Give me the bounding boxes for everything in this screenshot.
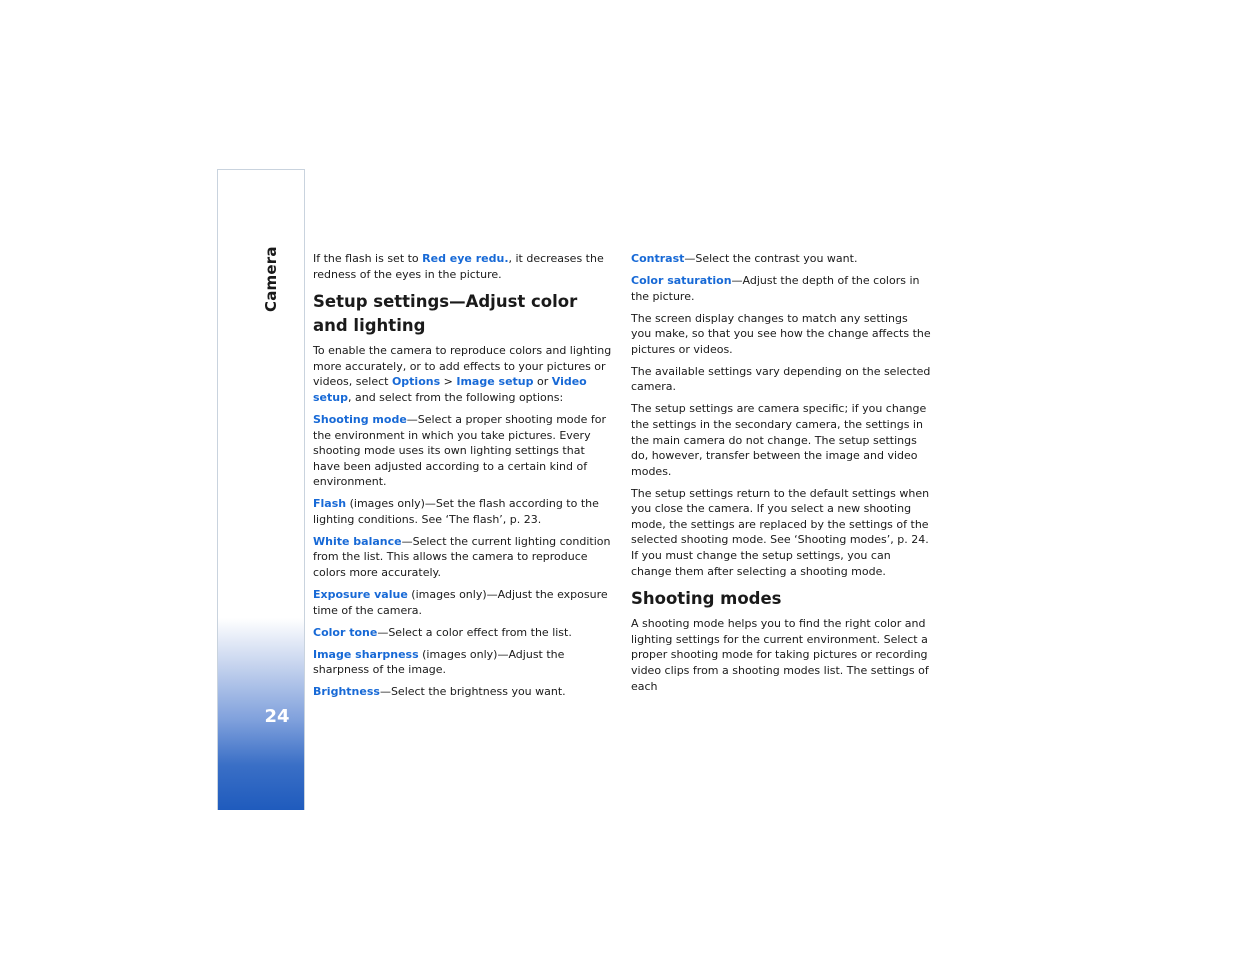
option-term[interactable]: Color tone <box>313 625 378 639</box>
option-color-saturation: Color saturation—Adjust the depth of the colors in the picture. <box>631 273 920 303</box>
body-paragraph: The setup settings are camera specific; if you change the settings in the secondary camera, the settings in the main camera do not change. The setup settings do, however, transfer between the image and video modes. <box>631 402 927 478</box>
chapter-title: Camera <box>262 246 280 312</box>
body-paragraph: A shooting mode helps you to find the right color and lighting settings for the current environment. Select a proper shooting mode for taking pictures or recording video clips from a shooting modes list. The settings of each <box>631 617 929 693</box>
option-contrast: Contrast—Select the contrast you want. <box>631 252 858 265</box>
right-column <box>631 251 931 701</box>
intro-paragraph: To enable the camera to reproduce colors and lighting more accurately, or to add effects to your pictures or videos, select Options > Image setup or Video setup, and select from the following options: <box>313 344 612 404</box>
video-setup-link[interactable]: Video setup <box>313 375 587 404</box>
option-term[interactable]: White balance <box>313 534 402 548</box>
option-flash: Flash (images only)—Set the flash according to the lighting conditions. See ‘The flash’, p. 23. <box>313 497 599 526</box>
option-term[interactable]: Shooting mode <box>313 412 407 426</box>
flash-note: If the flash is set to Red eye redu., it decreases the redness of the eyes in the picture. <box>313 252 604 281</box>
option-term[interactable]: Brightness <box>313 685 380 699</box>
page-number: 24 <box>264 706 290 727</box>
option-exposure-value: Exposure value (images only)—Adjust the exposure time of the camera. <box>313 588 608 617</box>
option-term[interactable]: Flash <box>313 497 347 511</box>
option-white-balance: White balance—Select the current lighting condition from the list. This allows the camera to reproduce colors more accurately. <box>313 534 611 580</box>
option-term[interactable]: Exposure value <box>313 588 408 602</box>
image-setup-link[interactable]: Image setup <box>456 375 534 389</box>
option-color-tone: Color tone—Select a color effect from the list. <box>313 625 572 639</box>
option-brightness: Brightness—Select the brightness you want. <box>313 685 566 699</box>
section-heading-shooting-modes: Shooting modes <box>631 589 782 609</box>
option-term[interactable]: Color saturation <box>631 273 732 287</box>
section-heading-setup: Setup settings—Adjust color and lighting <box>313 292 578 336</box>
option-shooting-mode: Shooting mode—Select a proper shooting mode for the environment in which you take pictures. Every shooting mode uses its own lighting settings that have been adjusted according to a certain kind of environment. <box>313 412 607 489</box>
body-paragraph: The screen display changes to match any settings you make, so that you see how the change affects the pictures or videos. <box>631 311 931 356</box>
option-term[interactable]: Contrast <box>631 252 685 265</box>
option-image-sharpness: Image sharpness (images only)—Adjust the sharpness of the image. <box>313 647 565 677</box>
left-column <box>313 251 613 706</box>
body-paragraph: The setup settings return to the default settings when you close the camera. If you select a new shooting mode, the settings are replaced by the settings of the selected shooting mode. See ‘Shooting modes’, p. 24. If you must change the setup settings, you can change them after selecting a shooting mode. <box>631 486 930 578</box>
red-eye-link[interactable]: Red eye redu. <box>422 252 509 265</box>
body-paragraph: The available settings vary depending on the selected camera. <box>631 364 931 394</box>
option-term[interactable]: Image sharpness <box>313 647 419 661</box>
options-link[interactable]: Options <box>391 375 441 389</box>
